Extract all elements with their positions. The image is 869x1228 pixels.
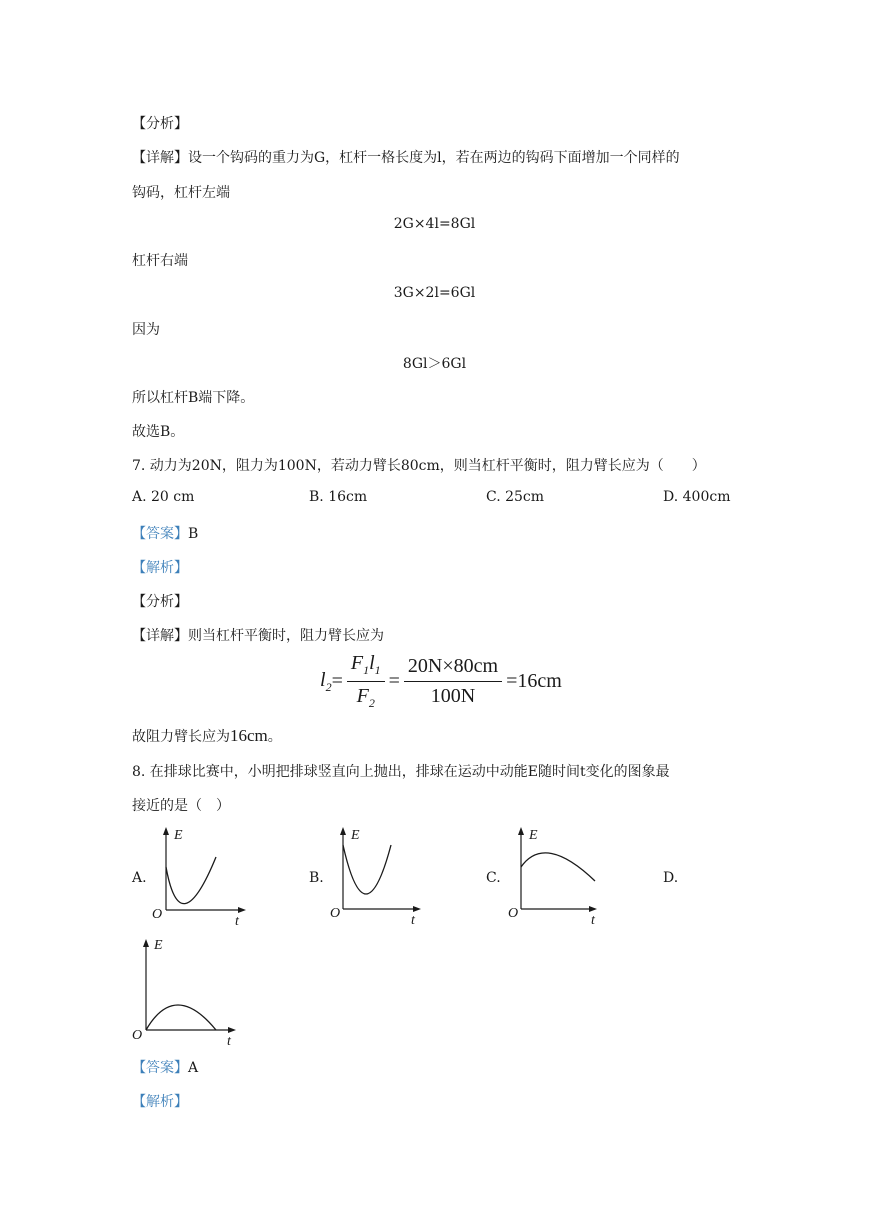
conclusion: 所以杠杆B端下降。 (132, 390, 255, 406)
detail-text: 则当杠杆平衡时，阻力臂长应为 (188, 628, 384, 644)
q8-jiexi-tag: 【解析】 (132, 1094, 188, 1110)
svg-text:t: t (227, 1034, 231, 1049)
q8-stem-line2: 接近的是（ ） (132, 798, 230, 814)
graph-b (327, 823, 427, 928)
svg-text:E: E (154, 938, 163, 953)
analysis-heading: 【分析】 (132, 116, 188, 132)
svg-text:O: O (152, 907, 163, 922)
q7-option-c: C. 25cm (486, 489, 545, 505)
answer-value: B (188, 526, 199, 542)
q7-detail (132, 625, 384, 645)
q7-stem: 7. 动力为20N，阻力为100N，若动力臂长80cm，则当杠杆平衡时，阻力臂长应为（ ） (132, 458, 706, 474)
answer-value: A (188, 1060, 199, 1076)
equation-compare: 8Gl＞6Gl (402, 356, 467, 372)
q8-answer (132, 1057, 198, 1077)
q7-option-a: A. 20 cm (132, 489, 195, 505)
formula-result: =16cm (506, 670, 562, 692)
svg-text:O: O (508, 906, 519, 921)
lever-formula (320, 652, 562, 711)
choice: 故选B。 (132, 424, 185, 440)
q7-analysis-heading: 【分析】 (132, 594, 188, 610)
svg-text:O: O (330, 906, 341, 921)
fraction-symbolic: $\frac{F_1l_1}{F_2}$ (347, 652, 385, 711)
equation-right: 3G×2l=6Gl (393, 285, 476, 301)
equals-sign: = (388, 670, 400, 692)
q7-option-d: D. 400cm (663, 489, 731, 505)
svg-text:E: E (174, 828, 183, 843)
svg-text:t: t (591, 913, 595, 928)
detail-tag: 【详解】 (132, 150, 188, 166)
q8-stem-line1: 8. 在排球比赛中，小明把排球竖直向上抛出，排球在运动中动能E随时间t变化的图象最 (132, 764, 670, 780)
because-label: 因为 (132, 322, 160, 338)
q8-option-c-label: C. (486, 870, 501, 886)
q8-option-b-label: B. (309, 870, 324, 886)
equation-left: 2G×4l=8Gl (393, 216, 476, 232)
answer-tag: 【答案】 (132, 526, 188, 542)
q7-answer (132, 523, 198, 543)
fraction-numeric: $\frac{20N\times 80cm}{100N}$ (404, 655, 502, 708)
answer-tag: 【答案】 (132, 1060, 188, 1076)
equals-sign: = (331, 670, 343, 692)
detail-text: 设一个钩码的重力为G，杠杆一格长度为l，若在两边的钩码下面增加一个同样的 (188, 150, 680, 166)
graph-c (505, 823, 605, 928)
q7-jiexi-tag: 【解析】 (132, 560, 188, 576)
q7-option-b: B. 16cm (309, 489, 368, 505)
svg-text:t: t (411, 913, 415, 928)
svg-text:t: t (235, 914, 239, 929)
svg-text:E: E (529, 828, 538, 843)
q7-final: 故阻力臂长应为16cm。 (132, 726, 282, 745)
detail-paragraph (132, 147, 680, 167)
svg-text:O: O (132, 1028, 143, 1043)
right-end-label: 杠杆右端 (132, 253, 188, 269)
svg-text:E: E (351, 828, 360, 843)
q8-option-a-label: A. (132, 870, 147, 886)
q8-option-d-label: D. (663, 870, 679, 886)
detail-text-cont: 钩码，杠杆左端 (132, 185, 230, 201)
detail-tag: 【详解】 (132, 628, 188, 644)
formula-lhs: $l_2$ (320, 668, 332, 694)
graph-d (130, 935, 240, 1050)
graph-a (150, 825, 250, 930)
